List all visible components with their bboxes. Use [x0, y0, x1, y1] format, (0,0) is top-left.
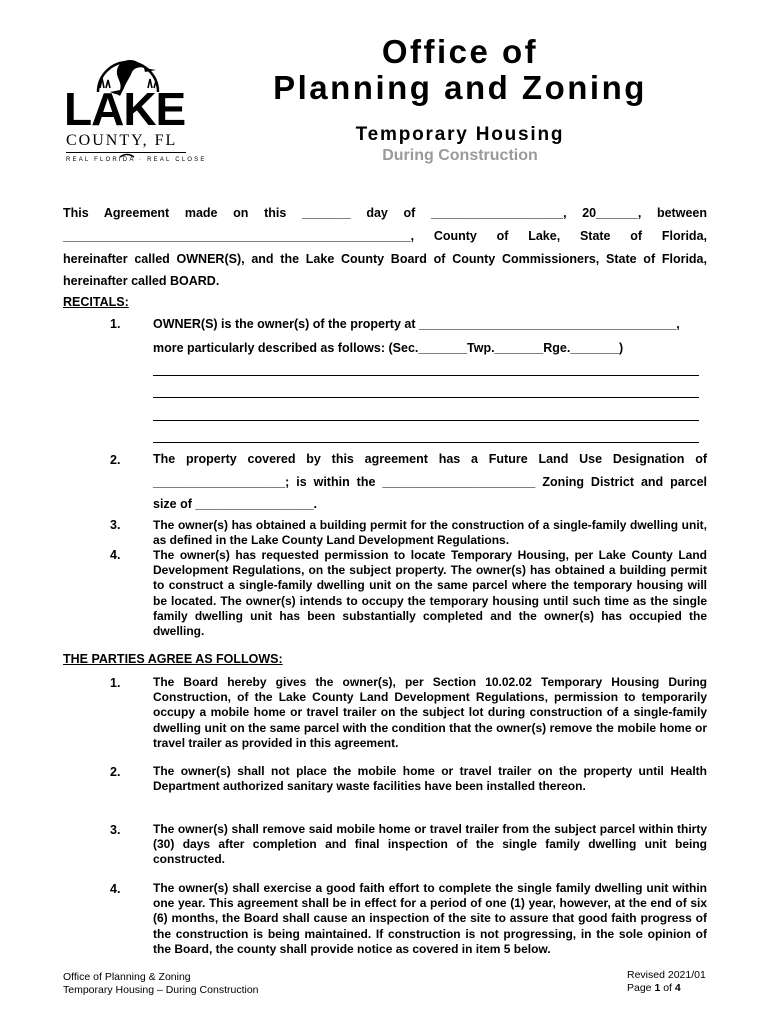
- intro-line-3: hereinafter called OWNER(S), and the Lake County Board of County Commissioners, State of Florida,: [63, 252, 707, 266]
- logo-rule: [66, 152, 186, 153]
- recital-1-line-2: more particularly described as follows: (Sec._______Twp._______Rge._______): [153, 341, 624, 355]
- page-of: of: [660, 982, 675, 994]
- legal-description-line: [153, 420, 699, 421]
- agreement-2-text: The owner(s) shall not place the mobile home or travel trailer on the property until Health Department authorized sanitary waste facilities have been installed thereon.: [153, 764, 707, 794]
- footer-office: Office of Planning & Zoning: [63, 971, 191, 983]
- agreement-2-number: 2.: [110, 765, 121, 779]
- page-indicator: [627, 982, 706, 995]
- agreement-heading: THE PARTIES AGREE AS FOLLOWS:: [63, 652, 283, 666]
- footer-form-name: Temporary Housing – During Construction: [63, 984, 259, 996]
- footer-right: [627, 969, 706, 995]
- footer-revised: Revised 2021/01: [627, 969, 706, 981]
- legal-description-line: [153, 397, 699, 398]
- page-title: [260, 34, 660, 106]
- recital-2-number: 2.: [110, 453, 121, 467]
- intro-line-1: This Agreement made on this _______ day of ___________________, 20______, between: [63, 206, 707, 220]
- agreement-3-number: 3.: [110, 823, 121, 837]
- recital-2-line-1: The property covered by this agreement has a Future Land Use Designation of: [153, 452, 707, 466]
- legal-description-line: [153, 442, 699, 443]
- page-prefix: Page: [627, 982, 655, 994]
- subtitle: Temporary Housing: [355, 124, 565, 145]
- logo-tagline: REAL FLORIDA · REAL CLOSE: [66, 157, 207, 163]
- agreement-4-number: 4.: [110, 882, 121, 896]
- footer-left: [63, 971, 259, 997]
- recital-3-text: The owner(s) has obtained a building permit for the construction of a single-family dwelling unit, as defined in the Lake County Land Development Regulations.: [153, 518, 707, 548]
- logo-county: COUNTY, FL: [66, 132, 178, 149]
- recital-4-text: The owner(s) has requested permission to locate Temporary Housing, per Lake County Land Development Regulations, on the subject property. The owner(s) has obtained a building permit to construct a single-family dwelling unit on the same parcel where the temporary housing will be located. The owner(s) intends to occupy the temporary housing until such time as the single family dwelling unit has been substantially completed and the owner(s) has occupied the dwelling.: [153, 548, 707, 639]
- title-line-1: Office of: [381, 33, 539, 70]
- intro-line-4: hereinafter called BOARD.: [63, 274, 220, 288]
- intro-line-2: __________________________________________________, County of Lake, State of Florida,: [63, 229, 707, 243]
- legal-description-line: [153, 375, 699, 376]
- agreement-1-number: 1.: [110, 676, 121, 690]
- title-line-2: Planning and Zoning: [273, 69, 647, 106]
- logo-wordmark: LAKE: [64, 83, 186, 135]
- subtitle-during-construction: During Construction: [382, 147, 538, 164]
- page-total: 4: [674, 982, 681, 994]
- recital-2-line-3: size of _________________.: [153, 497, 318, 511]
- recital-3-number: 3.: [110, 518, 121, 532]
- recital-4-number: 4.: [110, 548, 121, 562]
- agreement-4-text: The owner(s) shall exercise a good faith effort to complete the single family dwelling unit within one year. This agreement shall be in effect for a period of one (1) year, however, at the end of six (6) months, the Board shall cause an inspection of the site to assure that good faith progress of the construction is being maintained. If construction is not progressing, in the sole opinion of the Board, the county shall provide notice as covered in item 5 below.: [153, 881, 707, 956]
- recital-2-line-2: ___________________; is within the ______________________ Zoning District and parcel: [153, 475, 707, 489]
- page-current: 1: [654, 982, 661, 994]
- recital-1-line-1: OWNER(S) is the owner(s) of the property at _____________________________________,: [153, 317, 680, 331]
- recitals-heading: RECITALS:: [63, 295, 129, 309]
- agreement-3-text: The owner(s) shall remove said mobile home or travel trailer from the subject parcel within thirty (30) days after completion and final inspection of the single family dwelling unit being constructed.: [153, 822, 707, 867]
- recital-1-number: 1.: [110, 317, 121, 331]
- agreement-1-text: The Board hereby gives the owner(s), per Section 10.02.02 Temporary Housing During Construction, of the Lake County Land Development Regulations, permission to temporarily occupy a mobile home or travel trailer on the subject lot during construction of a single-family dwelling unit on the same parcel with the condition that the owner(s) remove the mobile home or travel trailer as provided in this agreement.: [153, 675, 707, 750]
